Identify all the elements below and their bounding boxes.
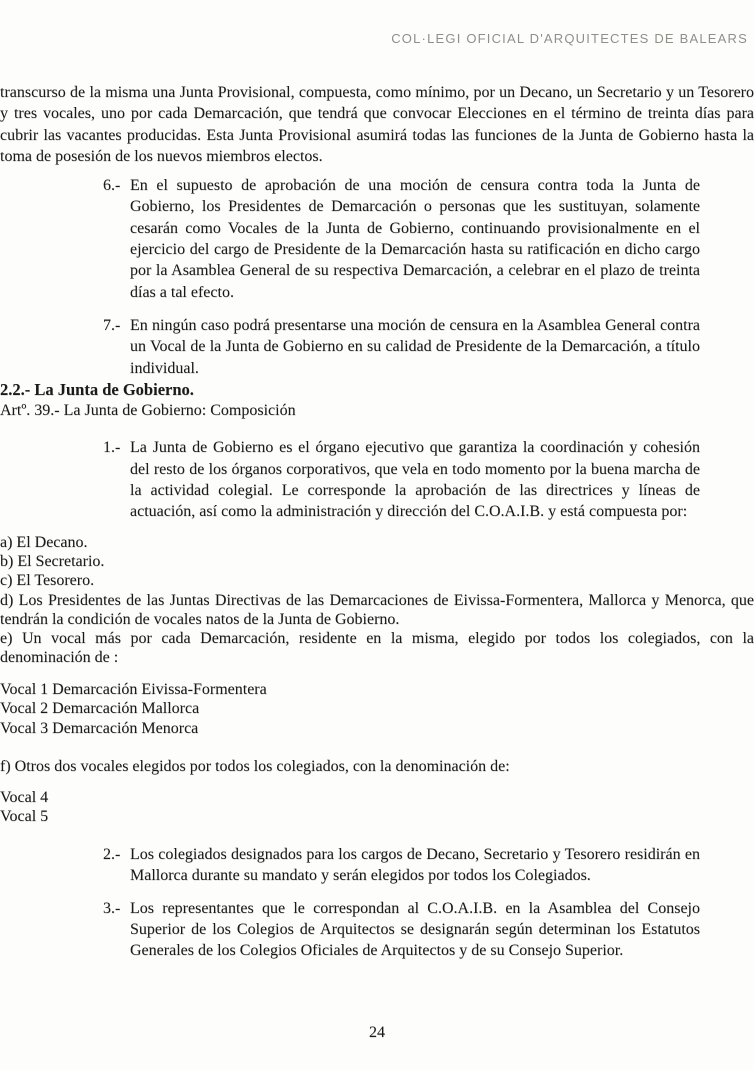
- lettered-item-d: d) Los Presidentes de las Juntas Directivas de las Demarcaciones de Eivissa-Formentera, Mallorca y Menorca, que tendrán la condición de vocales natos de la Junta de Gobierno.: [0, 591, 754, 628]
- item-text: La Junta de Gobierno es el órgano ejecutivo que garantiza la coordinación y cohesión del resto de los órganos corporativos, que vela en todo momento por la buena marcha de la actividad colegial. Le corresponde la aprobación de las directrices y líneas de actuación, así como la administración y dirección del C.O.A.I.B. y está compuesta por:: [130, 439, 700, 521]
- item-text: Los colegiados designados para los cargos de Decano, Secretario y Tesorero residirán en Mallorca durante su mandato y serán elegidos por todos los Colegiados.: [130, 845, 700, 885]
- item-number: 2.-: [103, 845, 121, 863]
- item-number: 3.-: [103, 899, 121, 917]
- page-header: COL·LEGI OFICIAL D'ARQUITECTES DE BALEARS: [391, 31, 748, 46]
- lettered-item-f-wrap: [0, 757, 754, 776]
- item-text: En ningún caso podrá presentarse una moción de censura en la Asamblea General contra un Vocal de la Junta de Gobierno en su calidad de Presidente de la Demarcación, a título individual.: [130, 316, 700, 377]
- lettered-list: [0, 533, 754, 668]
- item-number: 7.-: [103, 316, 121, 334]
- numbered-item-2: [103, 844, 700, 887]
- numbered-item-6: [103, 175, 700, 303]
- lettered-item-b: b) El Secretario.: [0, 552, 105, 570]
- lettered-item-f: f) Otros dos vocales elegidos por todos los colegiados, con la denominación de:: [0, 757, 510, 775]
- vocal-list-primary: [0, 680, 754, 739]
- vocal-line-2: Vocal 2 Demarcación Mallorca: [0, 700, 200, 718]
- lettered-item-c: c) El Tesorero.: [0, 572, 95, 590]
- lettered-item-a: a) El Decano.: [0, 533, 88, 551]
- numbered-item-7: [103, 315, 700, 379]
- item-number: 6.-: [103, 177, 121, 195]
- section-heading: 2.2.- La Junta de Gobierno.: [0, 379, 194, 399]
- vocal-list-secondary: [0, 788, 754, 827]
- numbered-item-1: [103, 437, 700, 522]
- vocal-line-1: Vocal 1 Demarcación Eivissa-Formentera: [0, 680, 267, 698]
- paragraph-continuation: transcurso de la misma una Junta Provisional, compuesta, como mínimo, por un Decano, un Secretario y un Tesorero y tres vocales, uno por cada Demarcación, que tendrá que convocar Elecciones en el término de treinta días para cubrir las vacantes producidas. Esta Junta Provisional asumirá todas las funciones de la Junta de Gobierno hasta la toma de posesión de los nuevos miembros electos.: [0, 84, 754, 165]
- page-number: 24: [369, 1024, 385, 1041]
- item-text: En el supuesto de aprobación de una moción de censura contra toda la Junta de Gobierno, los Presidentes de Demarcación o personas que les sustituyan, solamente cesarán como Vocales de la Junta de Gobierno, continuando provisionalmente en el ejercicio del cargo de Presidente de la Demarcación hasta su ratificación en dicho cargo por la Asamblea General de su respectiva Demarcación, a celebrar en el plazo de treinta días a tal efecto.: [130, 177, 700, 301]
- lettered-item-e: e) Un vocal más por cada Demarcación, residente en la misma, elegido por todos los colegiados, con la denominación de :: [0, 630, 754, 667]
- article-heading: Artº. 39.- La Junta de Gobierno: Composición: [0, 402, 296, 420]
- numbered-item-3: [103, 898, 700, 962]
- item-text: Los representantes que le correspondan al C.O.A.I.B. en la Asamblea del Consejo Superior de los Colegios de Arquitectos se designarán según determinan los Estatutos Generales de los Colegios Oficiales de Arquitectos y de su Consejo Superior.: [130, 899, 700, 960]
- vocal-line-5: Vocal 5: [0, 808, 49, 826]
- vocal-line-4: Vocal 4: [0, 788, 49, 806]
- item-number: 1.-: [103, 439, 121, 457]
- vocal-line-3: Vocal 3 Demarcación Menorca: [0, 719, 199, 737]
